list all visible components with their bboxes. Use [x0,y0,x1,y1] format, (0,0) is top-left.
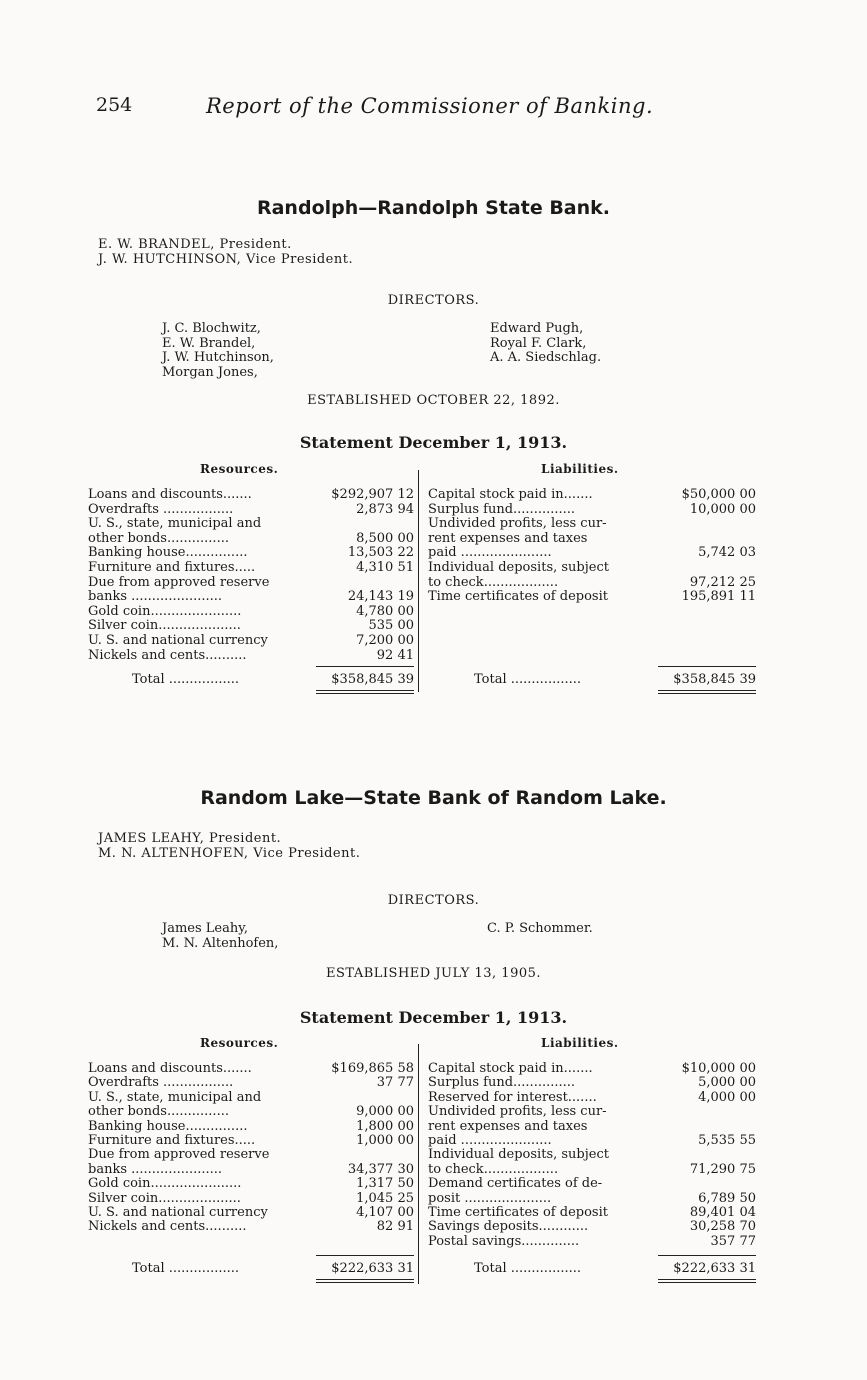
row-amount: 5,535 55 [698,1133,756,1148]
page-number: 254 [96,94,133,116]
double-rule [658,690,756,694]
row-amount: 1,800 00 [356,1118,414,1134]
row-amount: 1,317 50 [356,1176,414,1192]
row-label: Silver coin.................... [88,1190,241,1206]
row-amount: 5,000 00 [698,1075,756,1091]
director-name: Edward Pugh, [490,321,584,336]
liability-row [428,561,756,575]
row-amount: 89,401 04 [689,1205,756,1220]
director-name: James Leahy, [162,921,248,936]
liability-row [428,590,756,604]
resource-row [88,488,414,502]
liability-row [428,503,756,517]
column-divider [418,1044,419,1284]
row-label: Gold coin...................... [88,1176,242,1192]
resource-row [88,1163,414,1177]
row-amount: 535 00 [368,618,414,634]
row-label: posit ..................... [428,1190,552,1206]
row-label: Total ................. [474,1261,582,1276]
row-amount: 9,000 00 [356,1104,414,1120]
liability-row [428,1220,756,1234]
row-label: Furniture and fixtures..... [88,560,256,575]
resource-row [88,1177,414,1191]
established-date: ESTABLISHED JULY 13, 1905. [325,966,542,981]
directors-heading: DIRECTORS. [387,293,480,308]
row-amount: 4,310 51 [356,560,414,575]
liability-row [428,1062,756,1076]
row-label: Furniture and fixtures..... [88,1133,256,1148]
row-amount: 7,200 00 [356,633,414,648]
row-amount: $169,865 58 [331,1061,414,1076]
liability-row [428,1206,756,1220]
row-label: Time certificates of deposit [428,1205,608,1220]
resource-row [88,590,414,604]
bank-title: Randolph—Randolph State Bank. [256,197,610,219]
liability-row [428,1163,756,1177]
row-amount: 97,212 25 [689,574,756,590]
row-label: rent expenses and taxes [428,1118,588,1134]
row-label: Reserved for interest....... [428,1089,597,1105]
row-label: to check.................. [428,574,559,590]
row-amount: 24,143 19 [347,589,414,605]
liability-row [428,1192,756,1206]
liability-row [428,576,756,590]
resource-row [88,619,414,633]
established-date: ESTABLISHED OCTOBER 22, 1892. [307,393,560,408]
liability-row [428,1148,756,1162]
row-label: Capital stock paid in....... [428,1061,593,1076]
row-label: U. S., state, municipal and [88,1089,262,1105]
row-label: Postal savings.............. [428,1233,580,1249]
liability-row [428,1091,756,1105]
row-amount: $10,000 00 [681,1061,756,1076]
row-amount: 10,000 00 [689,501,756,517]
liability-row [428,1134,756,1148]
row-amount: 82 91 [376,1219,414,1235]
row-amount: $222,633 31 [331,1261,414,1276]
liabilities-total [474,1262,756,1276]
liability-row [428,1177,756,1191]
row-label: other bonds............... [88,1104,229,1120]
row-amount: 357 77 [710,1233,756,1249]
double-rule [658,1279,756,1283]
row-amount: 6,789 50 [698,1190,756,1206]
row-amount: 1,000 00 [356,1133,414,1148]
row-label: Savings deposits............ [428,1219,589,1235]
directors-heading: DIRECTORS. [387,893,480,908]
row-label: U. S. and national currency [88,1205,268,1220]
resource-row [88,1120,414,1134]
row-label: Banking house............... [88,545,248,561]
resource-row [88,1148,414,1162]
director-name: M. N. Altenhofen, [162,935,279,951]
sum-rule [316,666,414,667]
statement-date: Statement December 1, 1913. [299,1008,568,1027]
resource-row [88,1220,414,1234]
row-label: U. S. and national currency [88,633,268,648]
liability-row [428,532,756,546]
resource-row [88,1192,414,1206]
row-amount: 34,377 30 [347,1161,414,1177]
sum-rule [316,1255,414,1256]
row-label: Undivided profits, less cur- [428,1104,607,1120]
liability-row [428,517,756,531]
director-name: C. P. Schommer. [487,921,593,936]
row-label: paid ...................... [428,545,552,561]
row-amount: $358,845 39 [673,672,756,687]
resource-row [88,1206,414,1220]
row-label: Due from approved reserve [88,574,270,590]
row-label: Nickels and cents.......... [88,1219,247,1235]
row-amount: 1,045 25 [356,1190,414,1206]
row-label: Gold coin...................... [88,603,242,619]
row-label: Silver coin.................... [88,618,241,634]
liability-row [428,1235,756,1249]
statement-date: Statement December 1, 1913. [299,433,568,452]
row-label: Surplus fund............... [428,1075,576,1091]
row-label: Due from approved reserve [88,1147,270,1163]
row-label: banks ...................... [88,1161,223,1177]
liability-row [428,488,756,502]
director-name: Royal F. Clark, [490,335,587,351]
resource-row [88,649,414,663]
officer-left: J. W. HUTCHINSON, Vice President. [98,252,354,267]
row-label: Individual deposits, subject [428,560,609,575]
row-label: Nickels and cents.......... [88,647,247,663]
row-label: Total ................. [474,672,582,687]
director-name: E. W. Brandel, [162,335,256,351]
resources-total [132,673,414,687]
bank-title: Random Lake—State Bank of Random Lake. [200,787,667,809]
row-label: U. S., state, municipal and [88,516,262,532]
row-label: Overdrafts ................. [88,1075,234,1091]
resource-row [88,561,414,575]
row-amount: $50,000 00 [681,487,756,502]
director-name: Morgan Jones, [162,364,258,380]
column-divider [418,470,419,692]
director-name: A. A. Siedschlag. [490,350,602,365]
row-amount: 2,873 94 [356,501,414,517]
resource-row [88,1091,414,1105]
resource-row [88,546,414,560]
resource-row [88,503,414,517]
resource-row [88,532,414,546]
liability-row [428,1076,756,1090]
row-amount: 30,258 70 [689,1219,756,1235]
double-rule [316,1279,414,1283]
liability-row [428,546,756,560]
row-label: rent expenses and taxes [428,530,588,546]
row-label: Time certificates of deposit [428,589,608,605]
resource-row [88,1062,414,1076]
officer-left: JAMES LEAHY, President. [98,831,282,846]
director-name: J. W. Hutchinson, [162,350,274,365]
row-amount: 4,780 00 [356,603,414,619]
director-name: J. C. Blochwitz, [162,321,261,336]
row-label: Capital stock paid in....... [428,487,593,502]
row-amount: 195,891 11 [681,589,756,605]
resource-row [88,1076,414,1090]
row-label: to check.................. [428,1161,559,1177]
row-amount: 5,742 03 [698,545,756,561]
resource-row [88,1105,414,1119]
row-amount: 37 77 [376,1075,414,1091]
officer-left: M. N. ALTENHOFEN, Vice President. [98,846,361,861]
row-amount: 71,290 75 [689,1161,756,1177]
row-label: Loans and discounts....... [88,487,252,502]
running-title: Report of the Commissioner of Banking. [206,94,654,118]
row-label: other bonds............... [88,530,229,546]
liabilities-heading: Liabilities. [541,462,619,476]
liability-row [428,1120,756,1134]
row-label: Undivided profits, less cur- [428,516,607,532]
officer-left: E. W. BRANDEL, President. [98,237,292,252]
sum-rule [658,666,756,667]
row-amount: 4,107 00 [356,1205,414,1220]
row-label: Individual deposits, subject [428,1147,609,1163]
row-label: Overdrafts ................. [88,501,234,517]
resource-row [88,605,414,619]
row-label: Loans and discounts....... [88,1061,252,1076]
row-label: Banking house............... [88,1118,248,1134]
resources-total [132,1262,414,1276]
sum-rule [658,1255,756,1256]
row-amount: $292,907 12 [331,487,414,502]
resource-row [88,517,414,531]
row-amount: 4,000 00 [698,1089,756,1105]
row-amount: $222,633 31 [673,1261,756,1276]
liabilities-total [474,673,756,687]
resources-heading: Resources. [200,462,279,476]
row-amount: 13,503 22 [347,545,414,561]
row-label: Surplus fund............... [428,501,576,517]
resource-row [88,634,414,648]
row-label: paid ...................... [428,1133,552,1148]
row-amount: 8,500 00 [356,530,414,546]
liabilities-heading: Liabilities. [541,1036,619,1050]
row-label: banks ...................... [88,589,223,605]
row-label: Demand certificates of de- [428,1176,603,1192]
row-amount: $358,845 39 [331,672,414,687]
liability-row [428,1105,756,1119]
row-label: Total ................. [132,1261,240,1276]
row-amount: 92 41 [376,647,414,663]
double-rule [316,690,414,694]
resource-row [88,1134,414,1148]
resources-heading: Resources. [200,1036,279,1050]
resource-row [88,576,414,590]
row-label: Total ................. [132,672,240,687]
